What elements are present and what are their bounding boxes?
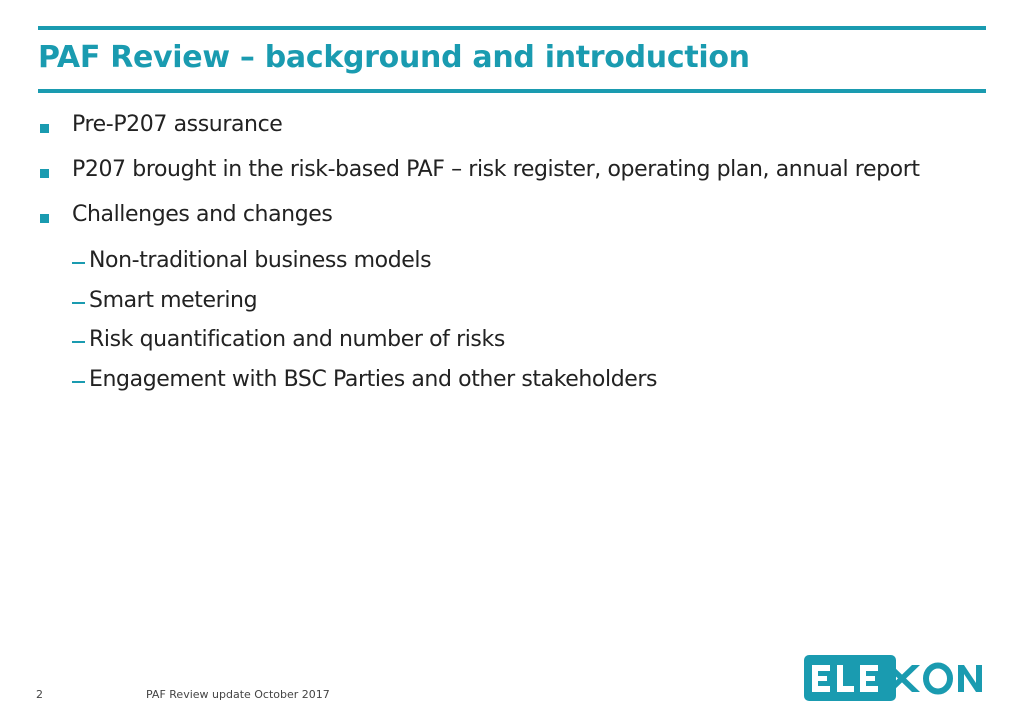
sub-bullet-item	[72, 327, 972, 367]
sub-bullet-item	[72, 367, 972, 407]
bullet-text: P207 brought in the risk-based PAF – risk register, operating plan, annual report	[72, 157, 920, 182]
square-bullet-icon	[40, 214, 49, 223]
bullet-text: Challenges and changes	[72, 202, 333, 227]
top-rule	[38, 26, 986, 30]
bullet-item	[38, 112, 988, 157]
dash-bullet-icon	[72, 302, 85, 304]
sub-bullet-item	[72, 248, 972, 288]
page-number: 2	[36, 688, 43, 701]
elexon-logo	[804, 655, 988, 701]
sub-bullet-text: Non-traditional business models	[89, 248, 432, 273]
bullet-item	[38, 157, 988, 202]
sub-bullet-text: Risk quantification and number of risks	[89, 327, 505, 352]
sub-bullet-text: Engagement with BSC Parties and other stakeholders	[89, 366, 658, 392]
dash-bullet-icon	[72, 341, 85, 343]
square-bullet-icon	[40, 124, 49, 133]
sub-bullet-item	[72, 288, 972, 328]
dash-bullet-icon	[72, 262, 85, 264]
square-bullet-icon	[40, 169, 49, 178]
bullet-text: Pre-P207 assurance	[72, 112, 283, 137]
logo-letters-teal	[884, 665, 982, 692]
bullet-item	[38, 202, 988, 247]
sub-bullet-list	[72, 248, 972, 406]
footer-text: PAF Review update October 2017	[146, 688, 330, 701]
title-underline	[38, 89, 986, 93]
bullet-list	[38, 112, 988, 247]
dash-bullet-icon	[72, 381, 85, 383]
slide-title: PAF Review – background and introduction	[38, 40, 750, 75]
sub-bullet-text: Smart metering	[89, 287, 258, 313]
